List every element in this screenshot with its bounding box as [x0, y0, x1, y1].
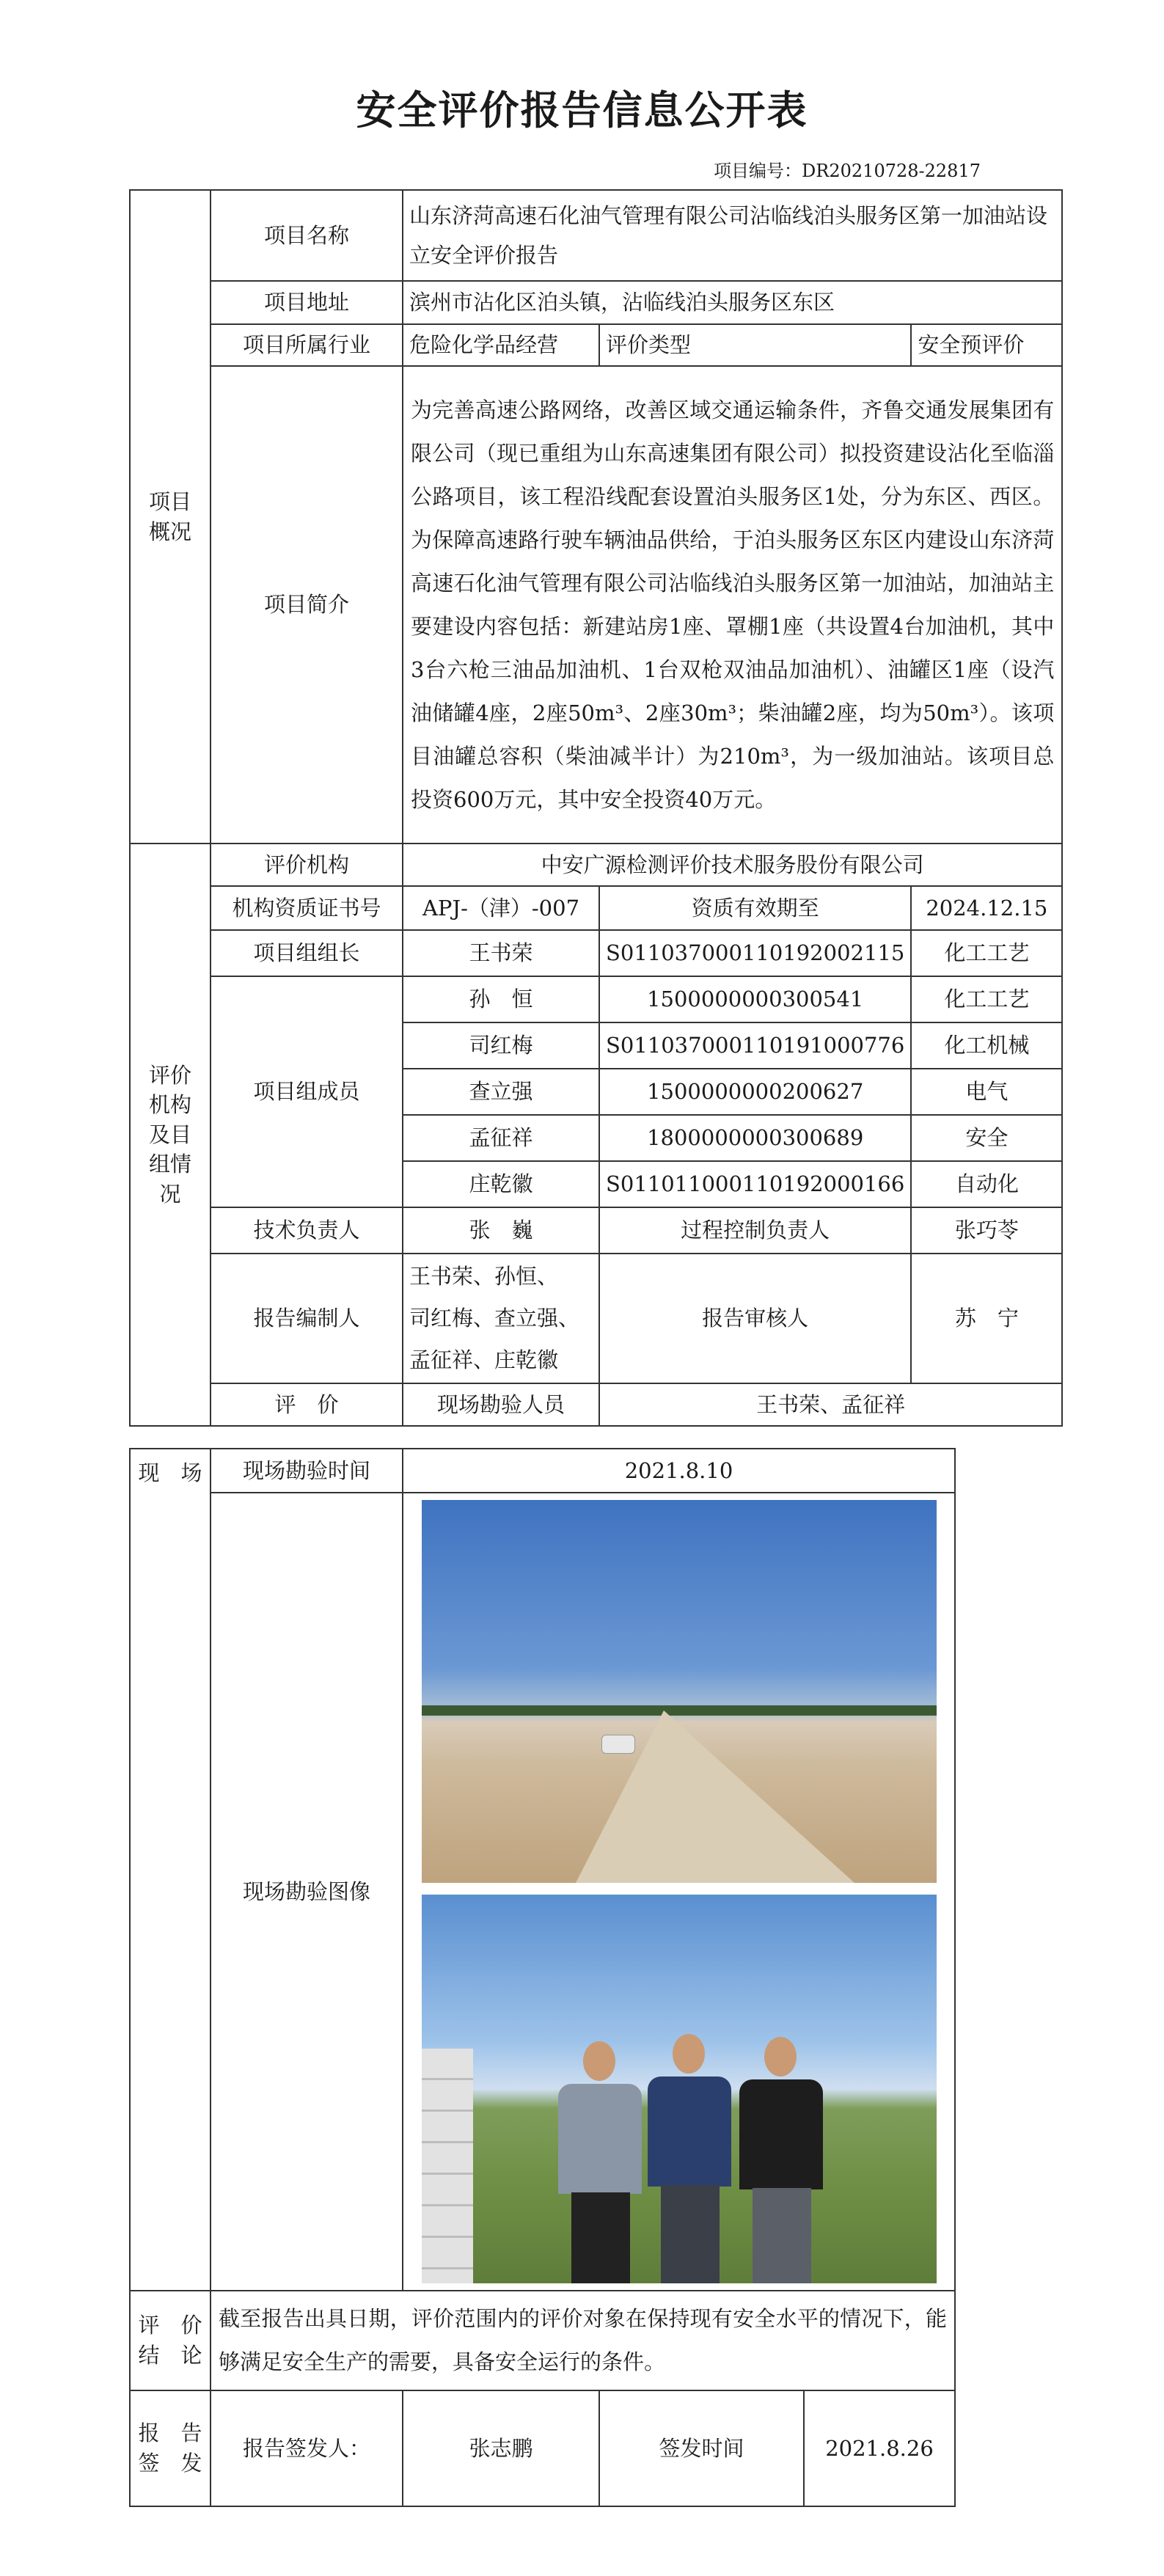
block-stack [422, 2049, 473, 2283]
leader-field: 化工工艺 [911, 930, 1062, 976]
car [601, 1735, 635, 1754]
eval-type-value: 安全预评价 [911, 324, 1062, 366]
process-lead-label: 过程控制负责人 [599, 1207, 911, 1254]
project-name-value: 山东济菏高速石化油气管理有限公司沾临线泊头服务区第一加油站设立安全评价报告 [403, 190, 1062, 281]
survey-image-label: 现场勘验图像 [211, 1493, 403, 2291]
cert-label: 机构资质证书号 [211, 886, 403, 930]
member-name: 庄乾徽 [403, 1161, 599, 1207]
person [642, 2034, 737, 2283]
leader-cert-no: S011037000110192002115 [599, 930, 911, 976]
table-row [130, 976, 1062, 1022]
survey-label-bottom: 现 场 [130, 1449, 211, 2291]
person [552, 2041, 648, 2283]
agency-group-label: 评价 机构 及目 组情 况 [130, 844, 211, 1426]
validity-label: 资质有效期至 [599, 886, 911, 930]
eval-type-label: 评价类型 [599, 324, 911, 366]
member-field: 安全 [911, 1115, 1062, 1161]
person [733, 2037, 829, 2283]
author-label: 报告编制人 [211, 1254, 403, 1383]
validity-value: 2024.12.15 [911, 886, 1062, 930]
org-value: 中安广源检测评价技术服务股份有限公司 [403, 844, 1062, 886]
members-label: 项目组成员 [211, 976, 403, 1207]
page-title: 安全评价报告信息公开表 [356, 87, 808, 133]
cert-value: APJ-（津）-007 [403, 886, 599, 930]
member-cert-no: 1500000000300541 [599, 976, 911, 1022]
author-value: 王书荣、孙恒、 司红梅、查立强、 孟征祥、庄乾徽 [403, 1254, 599, 1383]
survey-time-value: 2021.8.10 [403, 1449, 955, 1493]
reviewer-label: 报告审核人 [599, 1254, 911, 1383]
member-name: 孙 恒 [403, 976, 599, 1022]
info-table-survey [129, 1448, 956, 2507]
survey-time-label: 现场勘验时间 [211, 1449, 403, 1493]
tech-lead-value: 张 巍 [403, 1207, 599, 1254]
intro-label: 项目简介 [211, 366, 403, 844]
leader-label: 项目组组长 [211, 930, 403, 976]
process-lead-value: 张巧苓 [911, 1207, 1062, 1254]
member-cert-no: 1500000000200627 [599, 1069, 911, 1115]
survey-staff-label: 现场勘验人员 [403, 1383, 599, 1426]
conclusion-label: 评 价 结 论 [130, 2291, 211, 2390]
tech-lead-label: 技术负责人 [211, 1207, 403, 1254]
survey-staff-value: 王书荣、孟征祥 [599, 1383, 1062, 1426]
issue-time-value: 2021.8.26 [804, 2390, 955, 2506]
intro-text: 为完善高速公路网络，改善区域交通运输条件，齐鲁交通发展集团有限公司（现已重组为山东高速集团有限公司）拟投资建设沾化至临淄公路项目，该工程沿线配套设置泊头服务区1处，分为东区、西区。为保障高速路行驶车辆油品供给，于泊头服务区东区内建设山东济菏高速石化油气管理有限公司沾临线泊头服务区第一加油站，加油站主要建设内容包括：新建站房1座、罩棚1座（共设置4台加油机，其中3台六枪三油品加油机、1台双枪双油品加油机）、油罐区1座（设汽油储罐4座，2座50m³、2座30m³；柴油罐2座，均为50m³）。该项目油罐总容积（柴油减半计）为210m³，为一级加油站。该项目总投资600万元，其中安全投资40万元。 [403, 366, 1062, 844]
leader-name: 王书荣 [403, 930, 599, 976]
member-cert-no: S011011000110192000166 [599, 1161, 911, 1207]
member-field: 化工机械 [911, 1022, 1062, 1069]
member-name: 查立强 [403, 1069, 599, 1115]
project-number: 项目编号：DR20210728-22817 [714, 161, 981, 181]
member-cert-no: 1800000000300689 [599, 1115, 911, 1161]
info-table-main [129, 189, 1063, 1427]
overview-group-label: 项目 概况 [130, 190, 211, 844]
member-name: 司红梅 [403, 1022, 599, 1069]
site-photo-road [422, 1500, 937, 1883]
issue-time-label: 签发时间 [599, 2390, 804, 2506]
project-address-label: 项目地址 [211, 281, 403, 324]
issue-label: 报 告 签 发 [130, 2390, 211, 2506]
member-field: 电气 [911, 1069, 1062, 1115]
signer-value: 张志鹏 [403, 2390, 599, 2506]
member-field: 自动化 [911, 1161, 1062, 1207]
signer-label: 报告签发人： [211, 2390, 403, 2506]
project-address-value: 滨州市沾化区泊头镇，沾临线泊头服务区东区 [403, 281, 1062, 324]
org-label: 评价机构 [211, 844, 403, 886]
member-cert-no: S011037000110191000776 [599, 1022, 911, 1069]
project-name-label: 项目名称 [211, 190, 403, 281]
industry-value: 危险化学品经营 [403, 324, 599, 366]
survey-label-top: 评 价 [211, 1383, 403, 1426]
member-name: 孟征祥 [403, 1115, 599, 1161]
conclusion-text: 截至报告出具日期，评价范围内的评价对象在保持现有安全水平的情况下，能够满足安全生产的需要，具备安全运行的条件。 [211, 2291, 955, 2390]
industry-label: 项目所属行业 [211, 324, 403, 366]
site-photo-people [422, 1895, 937, 2283]
member-field: 化工工艺 [911, 976, 1062, 1022]
reviewer-value: 苏 宁 [911, 1254, 1062, 1383]
